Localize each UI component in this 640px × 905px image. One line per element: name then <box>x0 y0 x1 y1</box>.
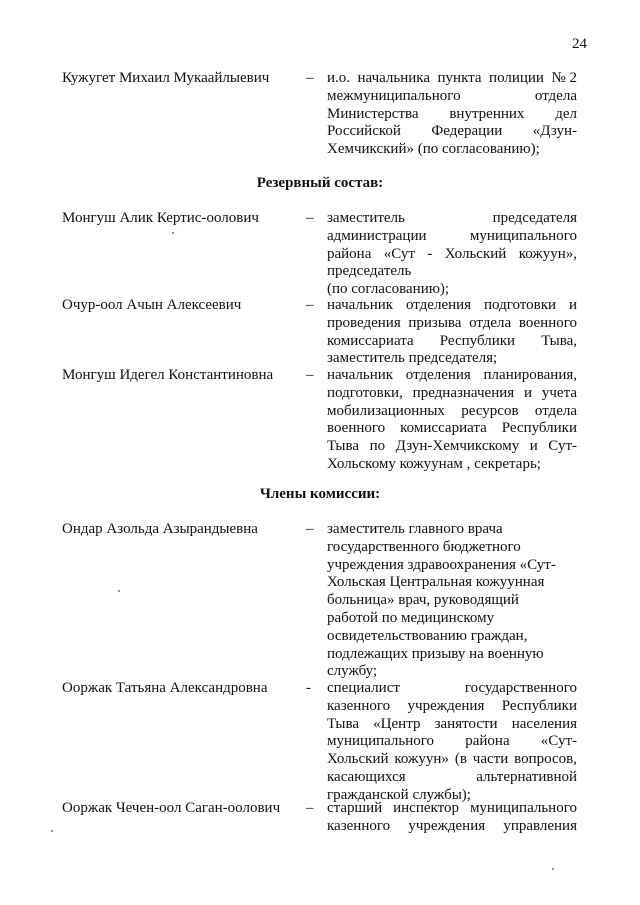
role-line: заместитель председателя <box>327 210 577 226</box>
role-line: района «Сут - Хольский кожуун», <box>327 245 577 262</box>
role-line: Хольскому кожуунам , секретарь; <box>327 455 541 472</box>
section-heading-reserve: Резервный состав: <box>256 175 384 191</box>
person-name: Очур-оол Ачын Алексеевич <box>62 297 242 313</box>
role-line: председатель <box>327 263 412 280</box>
role-line: казенного учреждения Республики <box>327 697 577 714</box>
person-role <box>327 367 577 474</box>
dash-separator: – <box>306 70 314 86</box>
role-line: комиссариата Республики Тыва, <box>327 332 577 349</box>
role-line: муниципального района «Сут- <box>327 733 577 750</box>
dash-separator: – <box>306 521 314 537</box>
role-line: Хемчикский» (по согласованию); <box>327 141 540 158</box>
role-line: учреждения здравоохранения «Сут- <box>327 556 556 573</box>
person-name: Монгуш Алик Кертис-оолович <box>62 210 259 226</box>
role-line: Тыва «Центр занятости населения <box>327 715 577 732</box>
section-heading-members: Члены комиссии: <box>259 486 381 502</box>
scan-speck <box>51 830 53 832</box>
dash-separator: – <box>306 800 314 816</box>
role-line: больница» врач, руководящий <box>327 592 519 609</box>
role-line: и.о. начальника пункта полиции №2 <box>327 70 577 86</box>
role-line: начальник отделения подготовки и <box>327 297 577 313</box>
role-line: подготовки, предназначения и учета <box>327 384 577 401</box>
role-line: мобилизационных ресурсов отдела <box>327 402 577 419</box>
role-line: (по согласованию); <box>327 281 450 298</box>
role-line: проведения призыва отдела военного <box>327 314 577 331</box>
scan-speck <box>172 232 174 234</box>
role-line: подлежащих призыву на военную <box>327 645 544 662</box>
role-line: старший инспектор муниципального <box>327 800 577 816</box>
role-line: освидетельствованию граждан, <box>327 627 528 644</box>
dash-separator: – <box>306 367 314 383</box>
person-name: Монгуш Идегел Константиновна <box>62 367 274 383</box>
role-line: работой по медицинскому <box>327 609 495 626</box>
role-line: гражданской службы); <box>327 786 471 803</box>
person-role <box>327 210 577 299</box>
role-line: военного комиссариата Республики <box>327 420 577 437</box>
role-line: касающихся альтернативной <box>327 768 577 785</box>
scan-speck <box>552 868 554 870</box>
role-line: межмуниципального отдела <box>327 87 577 104</box>
person-role <box>327 680 577 805</box>
role-line: Тыва по Дзун-Хемчикскому и Сут- <box>327 438 577 455</box>
role-line: администрации муниципального <box>327 227 577 244</box>
role-line: начальник отделения планирования, <box>327 367 577 383</box>
person-name: Кужугет Михаил Мукаайлыевич <box>62 70 270 86</box>
page-number: 24 <box>572 36 587 52</box>
role-line: специалист государственного <box>327 680 577 696</box>
person-role <box>327 70 577 159</box>
person-name: Ооржак Чечен-оол Саган-оолович <box>62 800 281 816</box>
dash-separator: – <box>306 210 314 226</box>
person-role <box>327 800 577 836</box>
person-role <box>327 521 577 681</box>
role-line: заместитель председателя; <box>327 350 498 367</box>
dash-separator: – <box>306 297 314 313</box>
role-line: Министерства внутренних дел <box>327 105 577 122</box>
role-line: заместитель главного врача <box>327 521 503 537</box>
role-line: Хольский кожуун» (в части вопросов, <box>327 751 577 768</box>
role-line: казенного учреждения управления <box>327 817 577 834</box>
person-name: Ондар Азольда Азырандыевна <box>62 521 258 537</box>
person-name: Ооржак Татьяна Александровна <box>62 680 268 696</box>
role-line: государственного бюджетного <box>327 538 521 555</box>
role-line: Российской Федерации «Дзун- <box>327 123 577 140</box>
dash-separator: - <box>306 680 311 696</box>
person-role <box>327 297 577 368</box>
role-line: службу; <box>327 663 378 680</box>
role-line: Хольская Центральная кожуунная <box>327 574 545 591</box>
scan-speck <box>118 590 120 592</box>
